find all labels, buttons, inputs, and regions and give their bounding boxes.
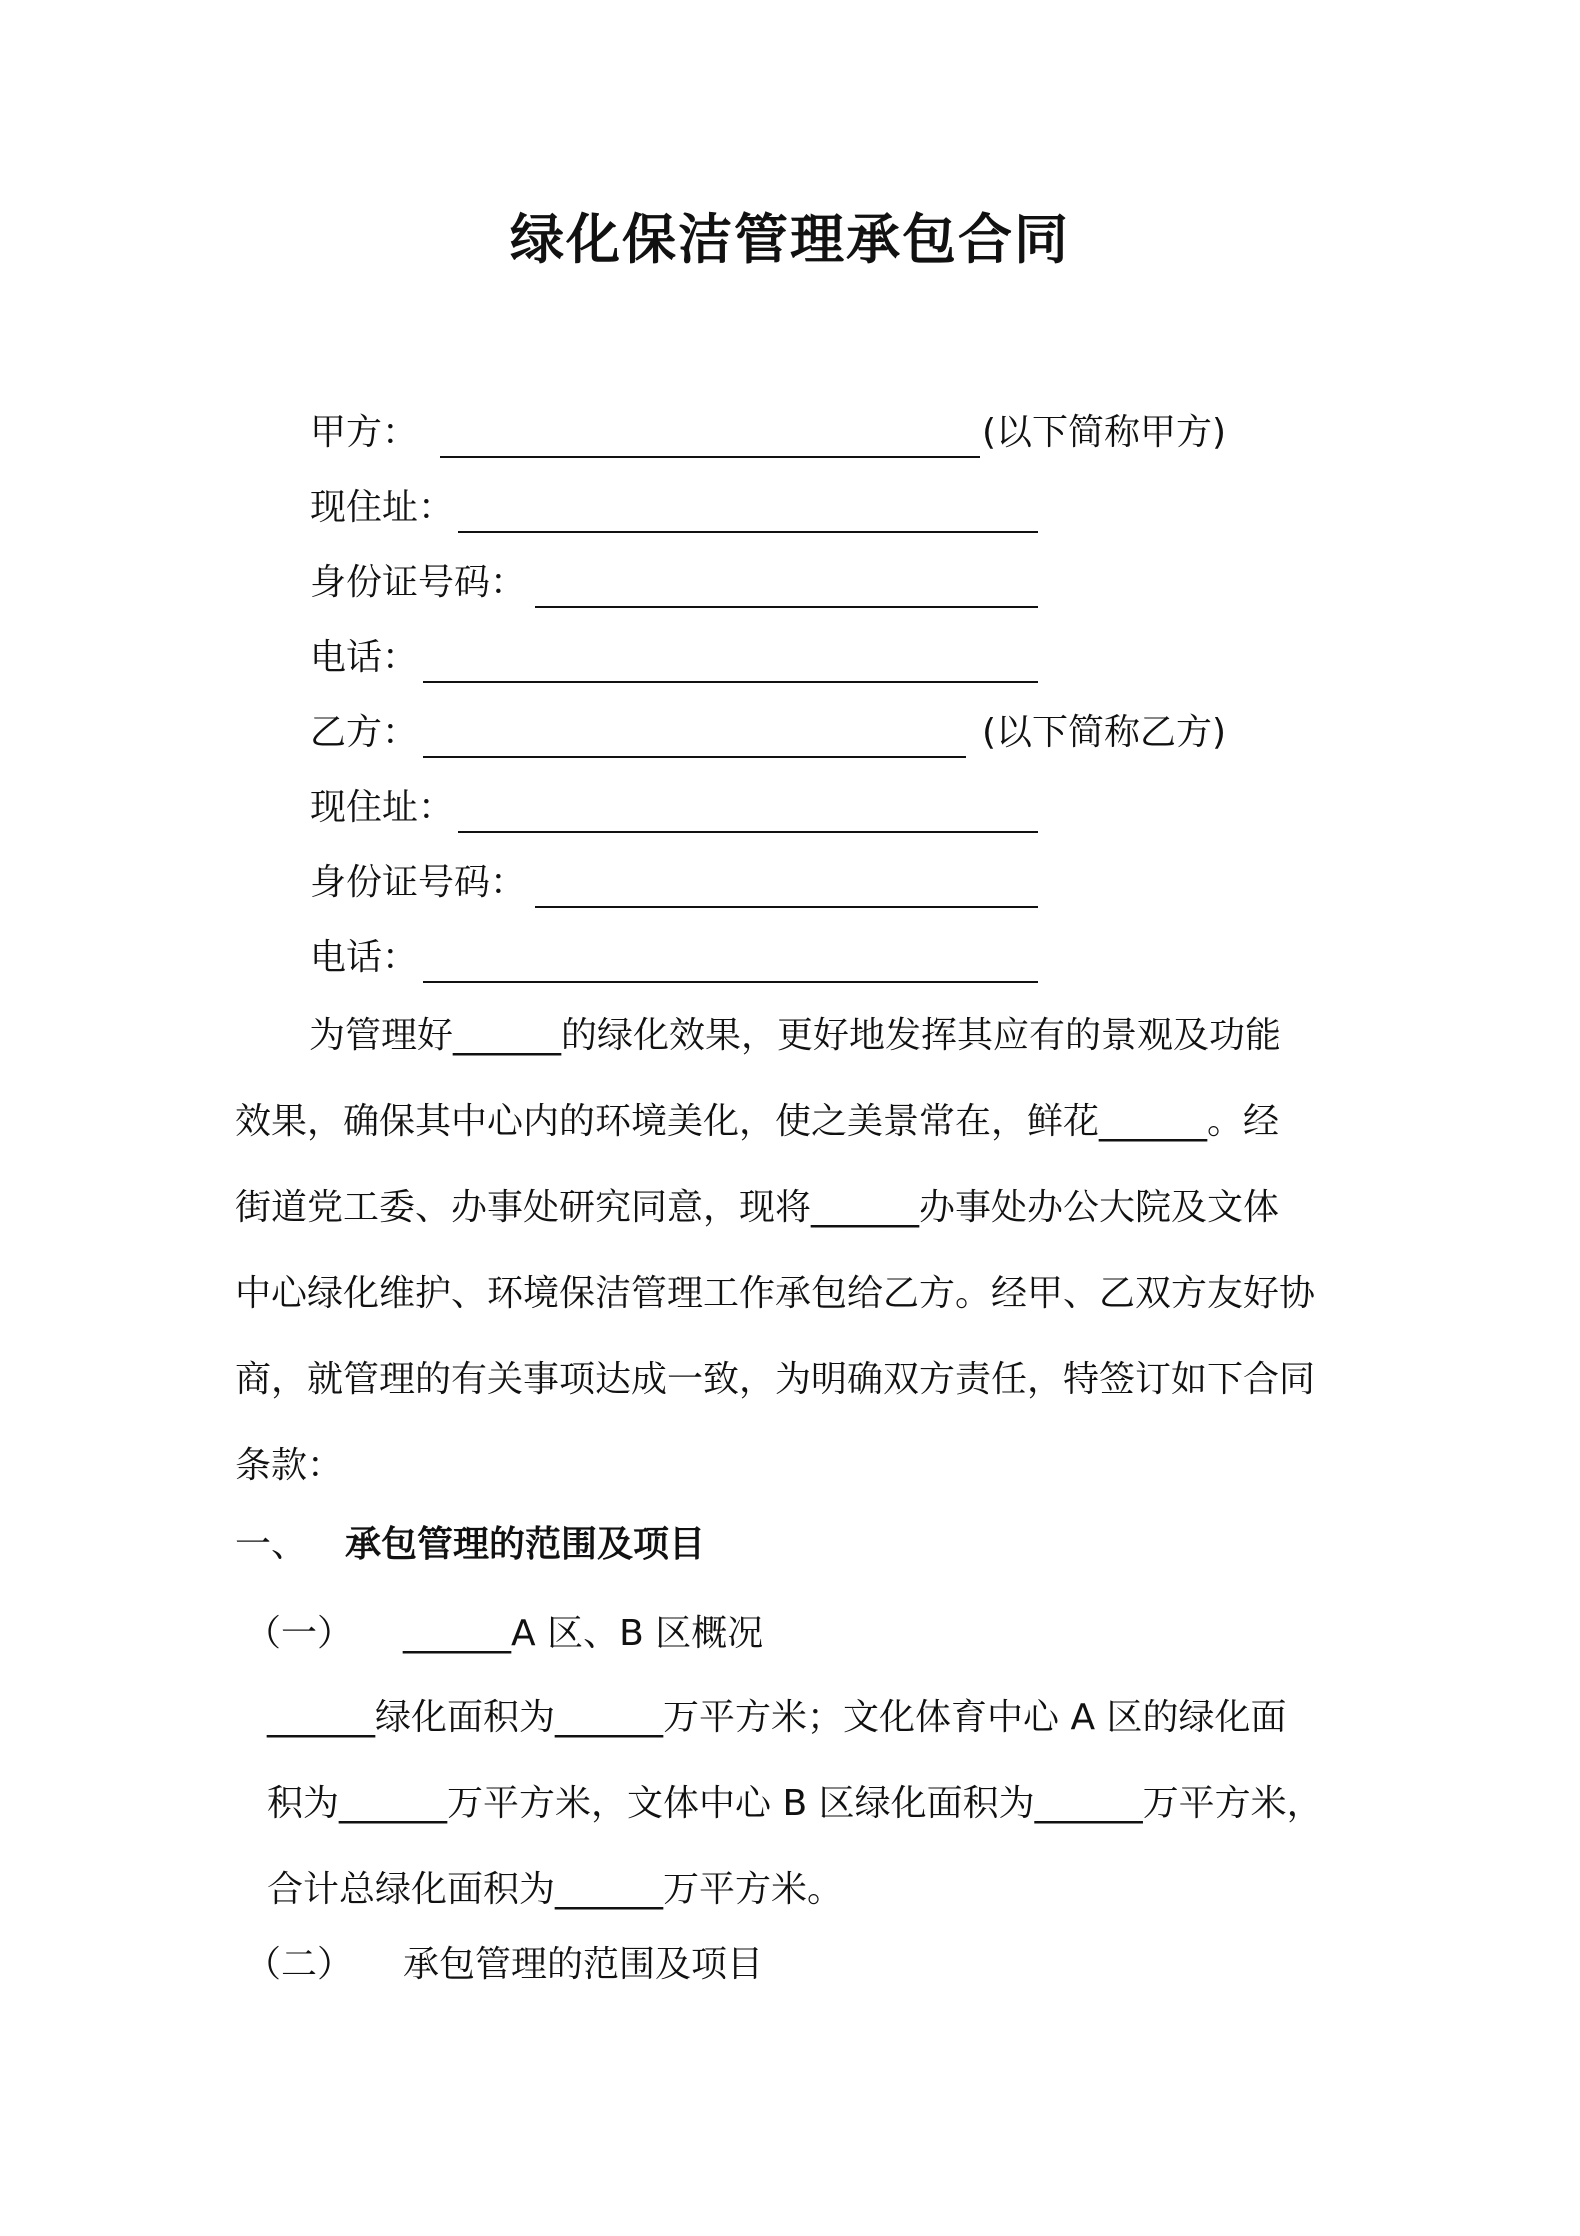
subsection-2-number: （二） [245,1944,354,1985]
party-a-address-blank[interactable] [458,531,1038,533]
intro-line: 商，就管理的有关事项达成一致，为明确双方责任，特签订如下合同 [235,1359,1316,1400]
party-a-suffix: (以下简称甲方) [982,412,1227,453]
subsection-2-title: 承包管理的范围及项目 [403,1944,764,1985]
party-b-id-label: 身份证号码： [310,862,527,903]
area-line: 合计总绿化面积为______万平方米。 [267,1869,844,1910]
party-a-label: 甲方： [310,412,419,453]
party-b-suffix: (以下简称乙方) [982,712,1227,753]
section-1-number: 一、 [235,1524,308,1565]
intro-line: 条款： [235,1445,344,1486]
party-b-id-blank[interactable] [535,906,1038,908]
intro-line: 为管理好______的绿化效果，更好地发挥其应有的景观及功能 [309,1015,1282,1056]
party-b-address-blank[interactable] [458,831,1038,833]
subsection-1-number: （一） [245,1613,354,1654]
intro-line: 街道党工委、办事处研究同意，现将______办事处办公大院及文体 [235,1187,1280,1228]
party-b-blank[interactable] [423,756,966,758]
party-b-phone-label: 电话： [310,937,419,978]
intro-line: 效果，确保其中心内的环境美化，使之美景常在，鲜花______。经 [235,1101,1280,1142]
party-a-id-blank[interactable] [535,606,1038,608]
intro-line: 中心绿化维护、环境保洁管理工作承包给乙方。经甲、乙双方友好协 [235,1273,1316,1314]
party-a-phone-blank[interactable] [423,681,1038,683]
party-b-phone-blank[interactable] [423,981,1038,983]
area-line: ______绿化面积为______万平方米；文化体育中心 A 区的绿化面 [267,1697,1287,1738]
party-a-blank[interactable] [440,456,980,458]
subsection-1-title: ______A 区、B 区概况 [403,1613,764,1654]
party-a-address-label: 现住址： [310,487,455,528]
section-1-title: 承包管理的范围及项目 [345,1524,706,1565]
party-a-id-label: 身份证号码： [310,562,527,603]
party-a-phone-label: 电话： [310,637,419,678]
area-line: 积为______万平方米，文体中心 B 区绿化面积为______万平方米， [267,1783,1323,1824]
document-title: 绿化保洁管理承包合同 [510,208,1070,271]
party-b-address-label: 现住址： [310,787,455,828]
party-b-label: 乙方： [310,712,419,753]
intro-paragraph [235,993,1375,1509]
area-paragraph [267,1675,1323,1933]
